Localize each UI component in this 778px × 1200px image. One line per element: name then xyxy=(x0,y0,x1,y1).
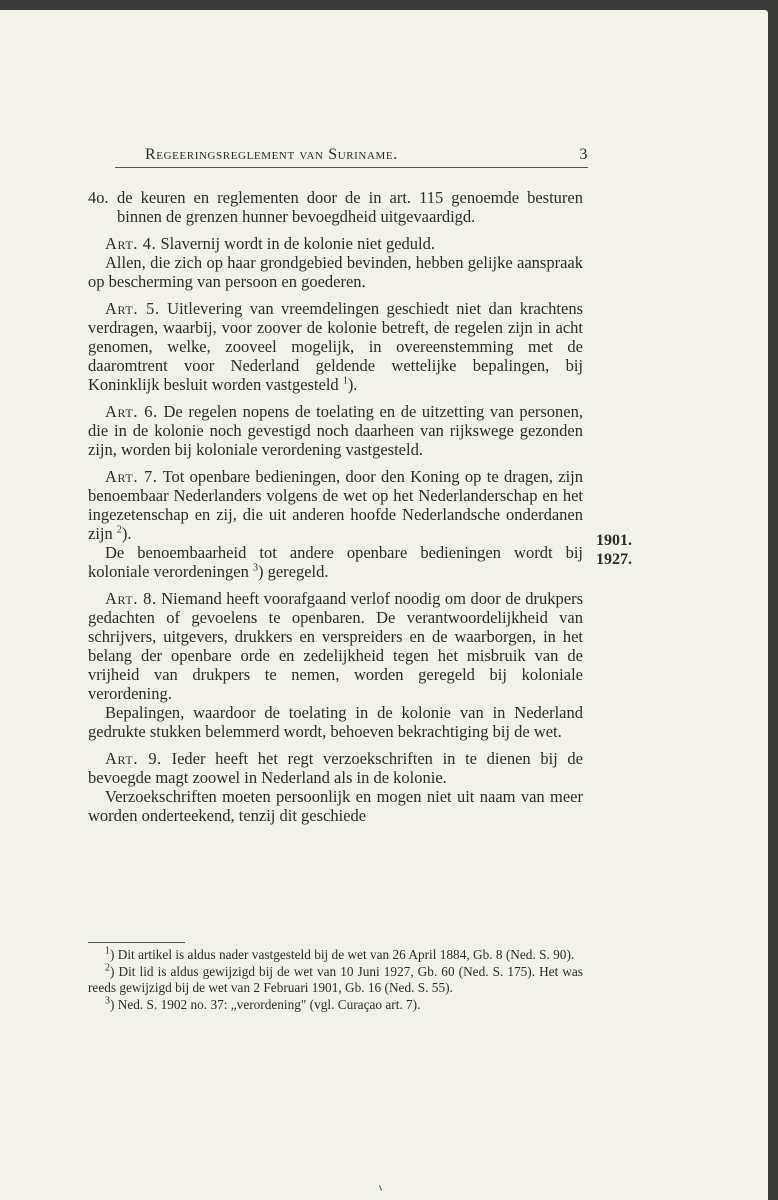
footnotes xyxy=(88,947,583,1013)
margin-year: 1927. xyxy=(596,551,632,568)
article-label: Art. 5. xyxy=(105,299,160,318)
article-label: Art. 8. xyxy=(105,589,157,608)
article-6 xyxy=(88,402,583,459)
article-text: Uitlevering van vreemdelingen geschiedt niet dan krachtens verdragen, waarbij, voor zoover de kolonie betreft, de regelen zijn in acht genomen, welke, zooveel mogelijk, in overeenstemming met de daaromtrent voor Nederland geldende wettelijke bepalingen, bij Koninklijk besluit worden vastgesteld xyxy=(88,299,584,394)
article-label: Art. 6. xyxy=(105,402,158,421)
header-rule xyxy=(115,167,588,168)
footnote-ref: 3 xyxy=(252,562,258,574)
article-7 xyxy=(88,467,583,543)
article-text: Slavernij wordt in de kolonie niet geduld. xyxy=(160,234,435,253)
footnote-ref: 2 xyxy=(116,524,122,536)
article-text: Tot openbare bedieningen, door den Koning op te dragen, zijn benoembaar Nederlanders volgens de wet op het Nederlanderschap en het ingezetenschap en zij, die uit anderen hoofde Nederlandsche onderdanen zijn xyxy=(88,467,584,543)
item-number: 4o. xyxy=(88,188,109,207)
article-label: Art. 7. xyxy=(105,467,158,486)
article-text: Niemand heeft voorafgaand verlof noodig om door de drukpers gedachten of gevoelens te openbaren. De verantwoordelijkheid van schrijvers, uitgevers, drukkers en verspreiders en de waarborgen, in het belang der openbare orde en zedelijkheid tegen het misbruik van de vrijheid van drukpers te nemen, worden geregeld bij koloniale verordening. xyxy=(88,589,583,703)
article-5 xyxy=(88,299,583,394)
article-9-paragraph-2 xyxy=(88,787,583,825)
article-text-end: ). xyxy=(121,524,132,543)
footnote-mark: 2 xyxy=(105,962,110,974)
page-number: 3 xyxy=(579,146,588,163)
footnote-rule xyxy=(88,942,185,943)
article-text: De regelen nopens de toelating en de uitzetting van personen, die in de kolonie noch gevestigd noch daarheen van rijkswege gezonden zijn, worden bij koloniale verordening vastgesteld. xyxy=(88,402,584,459)
ink-mark xyxy=(379,1185,382,1191)
article-text-end: ). xyxy=(347,375,358,394)
article-text: Verzoekschriften moeten persoonlijk en mogen niet uit naam van meer worden onderteekend, tenzij dit geschiede xyxy=(88,787,583,825)
footnote-mark: 1 xyxy=(105,945,110,957)
article-8-paragraph-2 xyxy=(88,703,583,741)
article-text-end: ) geregeld. xyxy=(257,562,329,581)
article-text: Allen, die zich op haar grondgebied bevinden, hebben gelijke aanspraak op bescherming van persoon en goederen. xyxy=(88,253,583,291)
article-7-paragraph-2 xyxy=(88,543,583,581)
article-4-paragraph-2 xyxy=(88,253,583,291)
header-title: Regeeringsreglement van Suriname. xyxy=(145,146,398,163)
article-4 xyxy=(88,234,583,253)
article-9 xyxy=(88,749,583,787)
footnote xyxy=(88,947,583,964)
page-body xyxy=(88,188,583,833)
footnote xyxy=(88,964,583,997)
footnote-mark: 3 xyxy=(105,995,110,1007)
document-page xyxy=(0,10,768,1200)
article-label: Art. 9. xyxy=(105,749,162,768)
footnote-text: ) Dit artikel is aldus nader vastgesteld bij de wet van 26 April 1884, Gb. 8 (Ned. S. 90). xyxy=(110,947,575,962)
item-text: de keuren en reglementen door de in art. 115 genoemde besturen binnen de grenzen hunner bevoegdheid uitgevaardigd. xyxy=(117,188,583,226)
margin-year: 1901. xyxy=(596,532,632,549)
footnote-ref: 1 xyxy=(342,375,348,387)
footnote xyxy=(88,997,583,1014)
footnote-text: ) Ned. S. 1902 no. 37: „verordening" (vgl. Curaçao art. 7). xyxy=(110,996,421,1012)
article-label: Art. 4. xyxy=(105,234,157,253)
margin-years xyxy=(596,531,632,569)
article-8 xyxy=(88,589,583,703)
article-text: De benoembaarheid tot andere openbare bedieningen wordt bij koloniale verordeningen xyxy=(88,543,583,581)
article-text: Ieder heeft het regt verzoekschriften in te dienen bij de bevoegde magt zoowel in Nederland als in de kolonie. xyxy=(88,749,584,787)
article-text: Bepalingen, waardoor de toelating in de kolonie van in Nederland gedrukte stukken belemmerd wordt, behoeven bekrachtiging bij de wet. xyxy=(88,703,583,741)
footnote-text: ) Dit lid is aldus gewijzigd bij de wet van 10 Juni 1927, Gb. 60 (Ned. S. 175). Het was reeds gewijzigd bij de wet van 2 Februari 1901, Gb. 16 (Ned. S. 55). xyxy=(88,963,583,995)
list-item-4o xyxy=(88,188,583,226)
